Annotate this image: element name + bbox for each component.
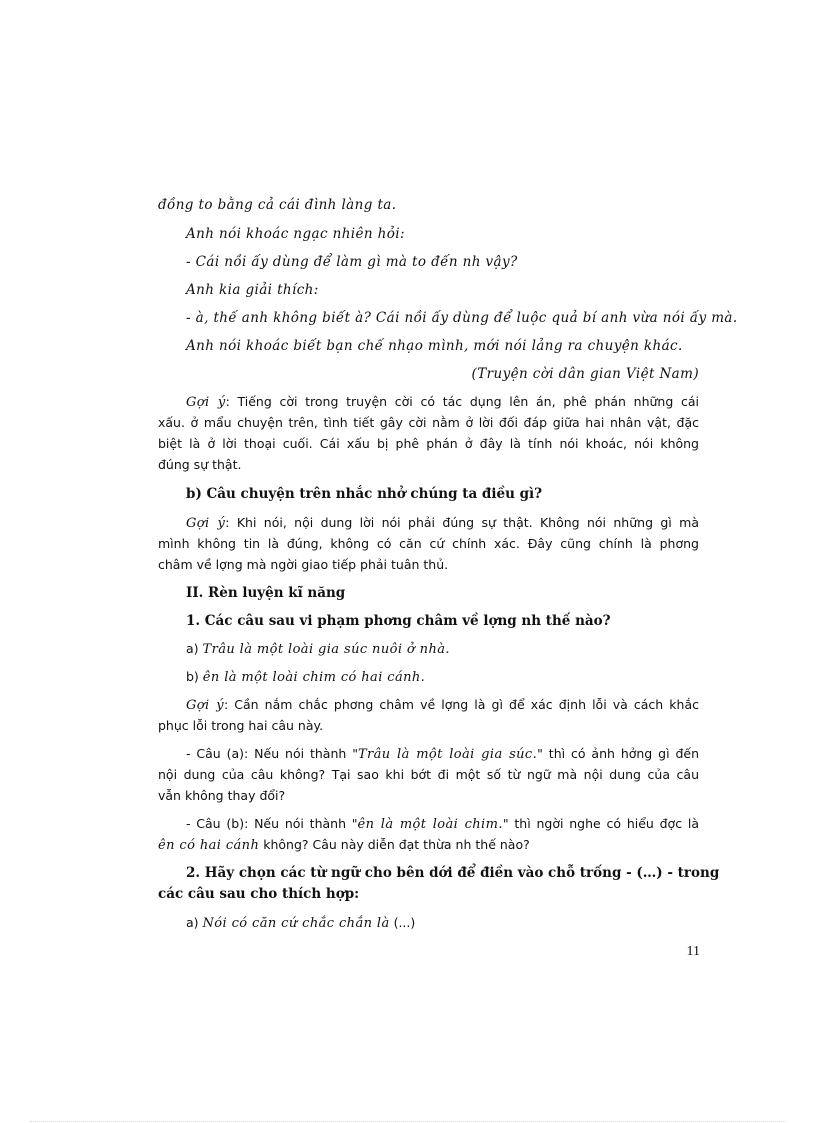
- story-line: đồng to bằng cả cái đình làng ta.: [158, 197, 397, 213]
- text-part: - Câu (b): Nếu nói thành ": [186, 816, 358, 831]
- example-text: ên là một loài chim có hai cánh.: [202, 670, 426, 685]
- section-heading: II. Rèn luyện kĩ năng: [186, 585, 346, 601]
- paragraph-line: biệt là ở lời thoại cuối. Cái xấu bị phê phán ở đây là tính nói khoác, nói không: [158, 436, 699, 451]
- fill-in-sentence: [186, 913, 699, 934]
- quoted-example: Trâu là một loài gia súc.: [357, 747, 538, 762]
- hint-label: Gợi ý: [186, 698, 224, 713]
- text-part: - Câu (a): Nếu nói thành ": [186, 746, 358, 761]
- hint-paragraph: [186, 513, 699, 534]
- page-number: 11: [686, 944, 700, 959]
- story-line: Anh nói khoác biết bạn chế nhạo mình, mới nói lảng ra chuyện khác.: [186, 338, 683, 354]
- item-prefix: b): [186, 669, 203, 684]
- paragraph-line: đúng sự thật.: [158, 457, 242, 472]
- question-heading: b) Câu chuyện trên nhắc nhở chúng ta điều gì?: [186, 486, 543, 502]
- hint-label: Gợi ý: [186, 516, 226, 531]
- hint-paragraph: [186, 695, 699, 716]
- story-line: Anh nói khoác ngạc nhiên hỏi:: [186, 226, 405, 242]
- story-line: - Cái nồi ấy dùng để làm gì mà to đến nh vậy?: [186, 254, 518, 270]
- source-citation: (Truyện cời dân gian Việt Nam): [471, 366, 699, 382]
- example-text: Nói có căn cứ chắc chắn là: [202, 916, 390, 931]
- hint-paragraph: [186, 392, 699, 413]
- item-prefix: a): [186, 915, 203, 930]
- paragraph-line: [186, 744, 699, 765]
- story-line: Anh kia giải thích:: [186, 282, 319, 298]
- hint-text: : Khi nói, nội dung lời nói phải đúng sự thật. Không nói những gì mà: [225, 515, 699, 530]
- paragraph-line: mình không tin là đúng, không có căn cứ chính xác. Đây cũng chính là phơng: [158, 536, 699, 551]
- quoted-example: ên là một loài chim.: [357, 817, 503, 832]
- paragraph-line: vẫn không thay đổi?: [158, 788, 286, 803]
- exercise-heading-cont: các câu sau cho thích hợp:: [158, 886, 360, 902]
- hint-label: Gợi ý: [186, 395, 226, 410]
- paragraph-line: châm về lợng mà ngời giao tiếp phải tuân thủ.: [158, 557, 449, 572]
- story-line: - à, thế anh không biết à? Cái nồi ấy dùng để luộc quả bí anh vừa nói ấy mà.: [186, 310, 738, 326]
- text-part: không? Câu này diễn đạt thừa nh thế nào?: [259, 837, 530, 852]
- exercise-heading: 1. Các câu sau vi phạm phơng châm về lợng nh thế nào?: [186, 613, 611, 629]
- blank-placeholder: (...): [389, 915, 416, 930]
- paragraph-line: phục lỗi trong hai câu này.: [158, 718, 324, 733]
- text-part: " thì ngời nghe có hiểu đợc là: [502, 816, 699, 831]
- hint-text: : Tiếng cời trong truyện cời có tác dụng lên án, phê phán những cái: [225, 394, 699, 409]
- footer-dotted-rule: [30, 1121, 786, 1122]
- hint-text: : Cần nắm chắc phơng châm về lợng là gì để xác định lỗi và cách khắc: [223, 697, 699, 712]
- exercise-heading: 2. Hãy chọn các từ ngữ cho bên dới để điền vào chỗ trống - (…) - trong: [186, 865, 720, 881]
- paragraph-line: [158, 835, 699, 856]
- paragraph-line: [186, 814, 699, 835]
- text-part: " thì có ảnh hởng gì đến: [537, 746, 700, 761]
- example-sentence: [186, 639, 699, 660]
- quoted-example: ên có hai cánh: [158, 838, 260, 853]
- example-text: Trâu là một loài gia súc nuôi ở nhà.: [202, 642, 450, 657]
- paragraph-line: xấu. ở mẩu chuyện trên, tình tiết gây cời nằm ở lời đối đáp giữa hai nhân vật, đặc: [158, 415, 699, 430]
- example-sentence: [186, 667, 699, 688]
- item-prefix: a): [186, 641, 203, 656]
- paragraph-line: nội dung của câu không? Tại sao khi bớt đi một số từ ngữ mà nội dung của câu: [158, 767, 699, 782]
